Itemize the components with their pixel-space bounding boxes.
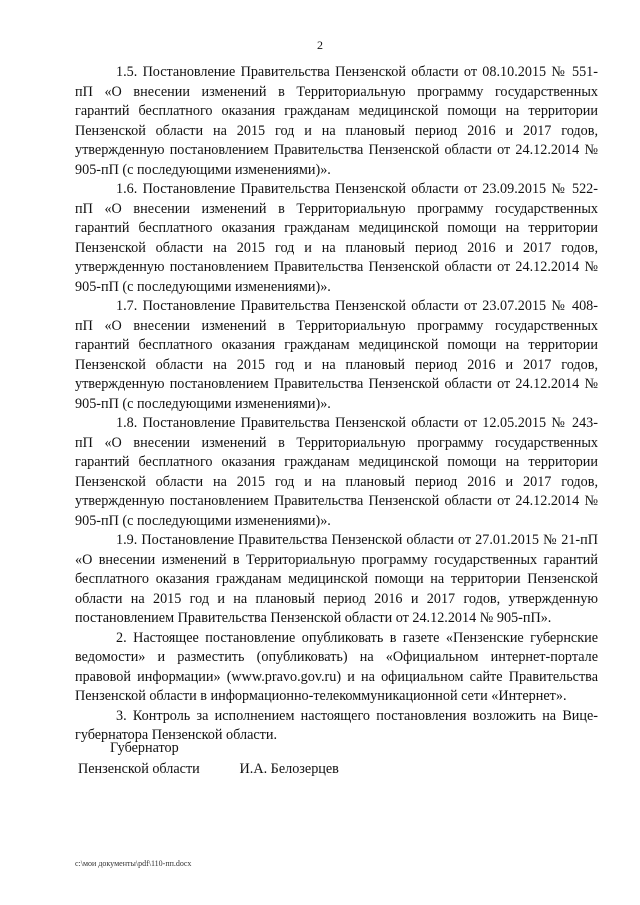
- signature-name: И.А. Белозерцев: [239, 760, 339, 777]
- signature-region: Пензенской области: [78, 760, 200, 777]
- document-body: [75, 63, 598, 746]
- paragraph-1-6: 1.6. Постановление Правительства Пензенской области от 23.09.2015 № 522-пП «О внесении изменений в Территориальную программу государственных гарантий бесплатного оказания гражданам медицинской помощи на территории Пензенской области на 2015 год и на плановый период 2016 и 2017 годов, утвержденную постановлением Правительства Пензенской области от 24.12.2014 № 905-пП (с последующими изменениями)».: [75, 181, 598, 295]
- signature-row: [78, 759, 339, 780]
- signature-block: [78, 738, 339, 779]
- footer-file-path: c:\мои документы\pdf\110-пп.docx: [75, 859, 192, 868]
- paragraph-3: 3. Контроль за исполнением настоящего постановления возложить на Вице-губернатора Пензенской области.: [75, 707, 598, 743]
- paragraph-1-7: 1.7. Постановление Правительства Пензенской области от 23.07.2015 № 408-пП «О внесении изменений в Территориальную программу государственных гарантий бесплатного оказания гражданам медицинской помощи на территории Пензенской области на 2015 год и на плановый период 2016 и 2017 годов, утвержденную постановлением Правительства Пензенской области от 24.12.2014 № 905-пП (с последующими изменениями)».: [75, 298, 598, 412]
- signature-title: Губернатор: [110, 740, 179, 756]
- paragraph-2: 2. Настоящее постановление опубликовать в газете «Пензенские губернские ведомости» и разместить (опубликовать) на «Официальном интернет-портале правовой информации» (www.pravo.gov.ru) и на официальном сайте Правительства Пензенской области в информационно-телекоммуникационной сети «Интернет».: [75, 629, 598, 704]
- page-number: 2: [317, 38, 323, 52]
- paragraph-1-8: 1.8. Постановление Правительства Пензенской области от 12.05.2015 № 243-пП «О внесении изменений в Территориальную программу государственных гарантий бесплатного оказания гражданам медицинской помощи на территории Пензенской области на 2015 год и на плановый период 2016 и 2017 годов, утвержденную постановлением Правительства Пензенской области от 24.12.2014 № 905-пП (с последующими изменениями)».: [75, 415, 598, 529]
- paragraph-1-5: 1.5. Постановление Правительства Пензенской области от 08.10.2015 № 551-пП «О внесении изменений в Территориальную программу государственных гарантий бесплатного оказания гражданам медицинской помощи на территории Пензенской области на 2015 год и на плановый период 2016 и 2017 годов, утвержденную постановлением Правительства Пензенской области от 24.12.2014 № 905-пП (с последующими изменениями)».: [75, 64, 598, 178]
- paragraph-1-9: 1.9. Постановление Правительства Пензенской области от 27.01.2015 № 21-пП «О внесении изменений в Территориальную программу государственных гарантий бесплатного оказания гражданам медицинской помощи на территории Пензенской области на 2015 год и на плановый период 2016 и 2017 годов, утвержденную постановлением Правительства Пензенской области от 24.12.2014 № 905-пП».: [75, 532, 598, 626]
